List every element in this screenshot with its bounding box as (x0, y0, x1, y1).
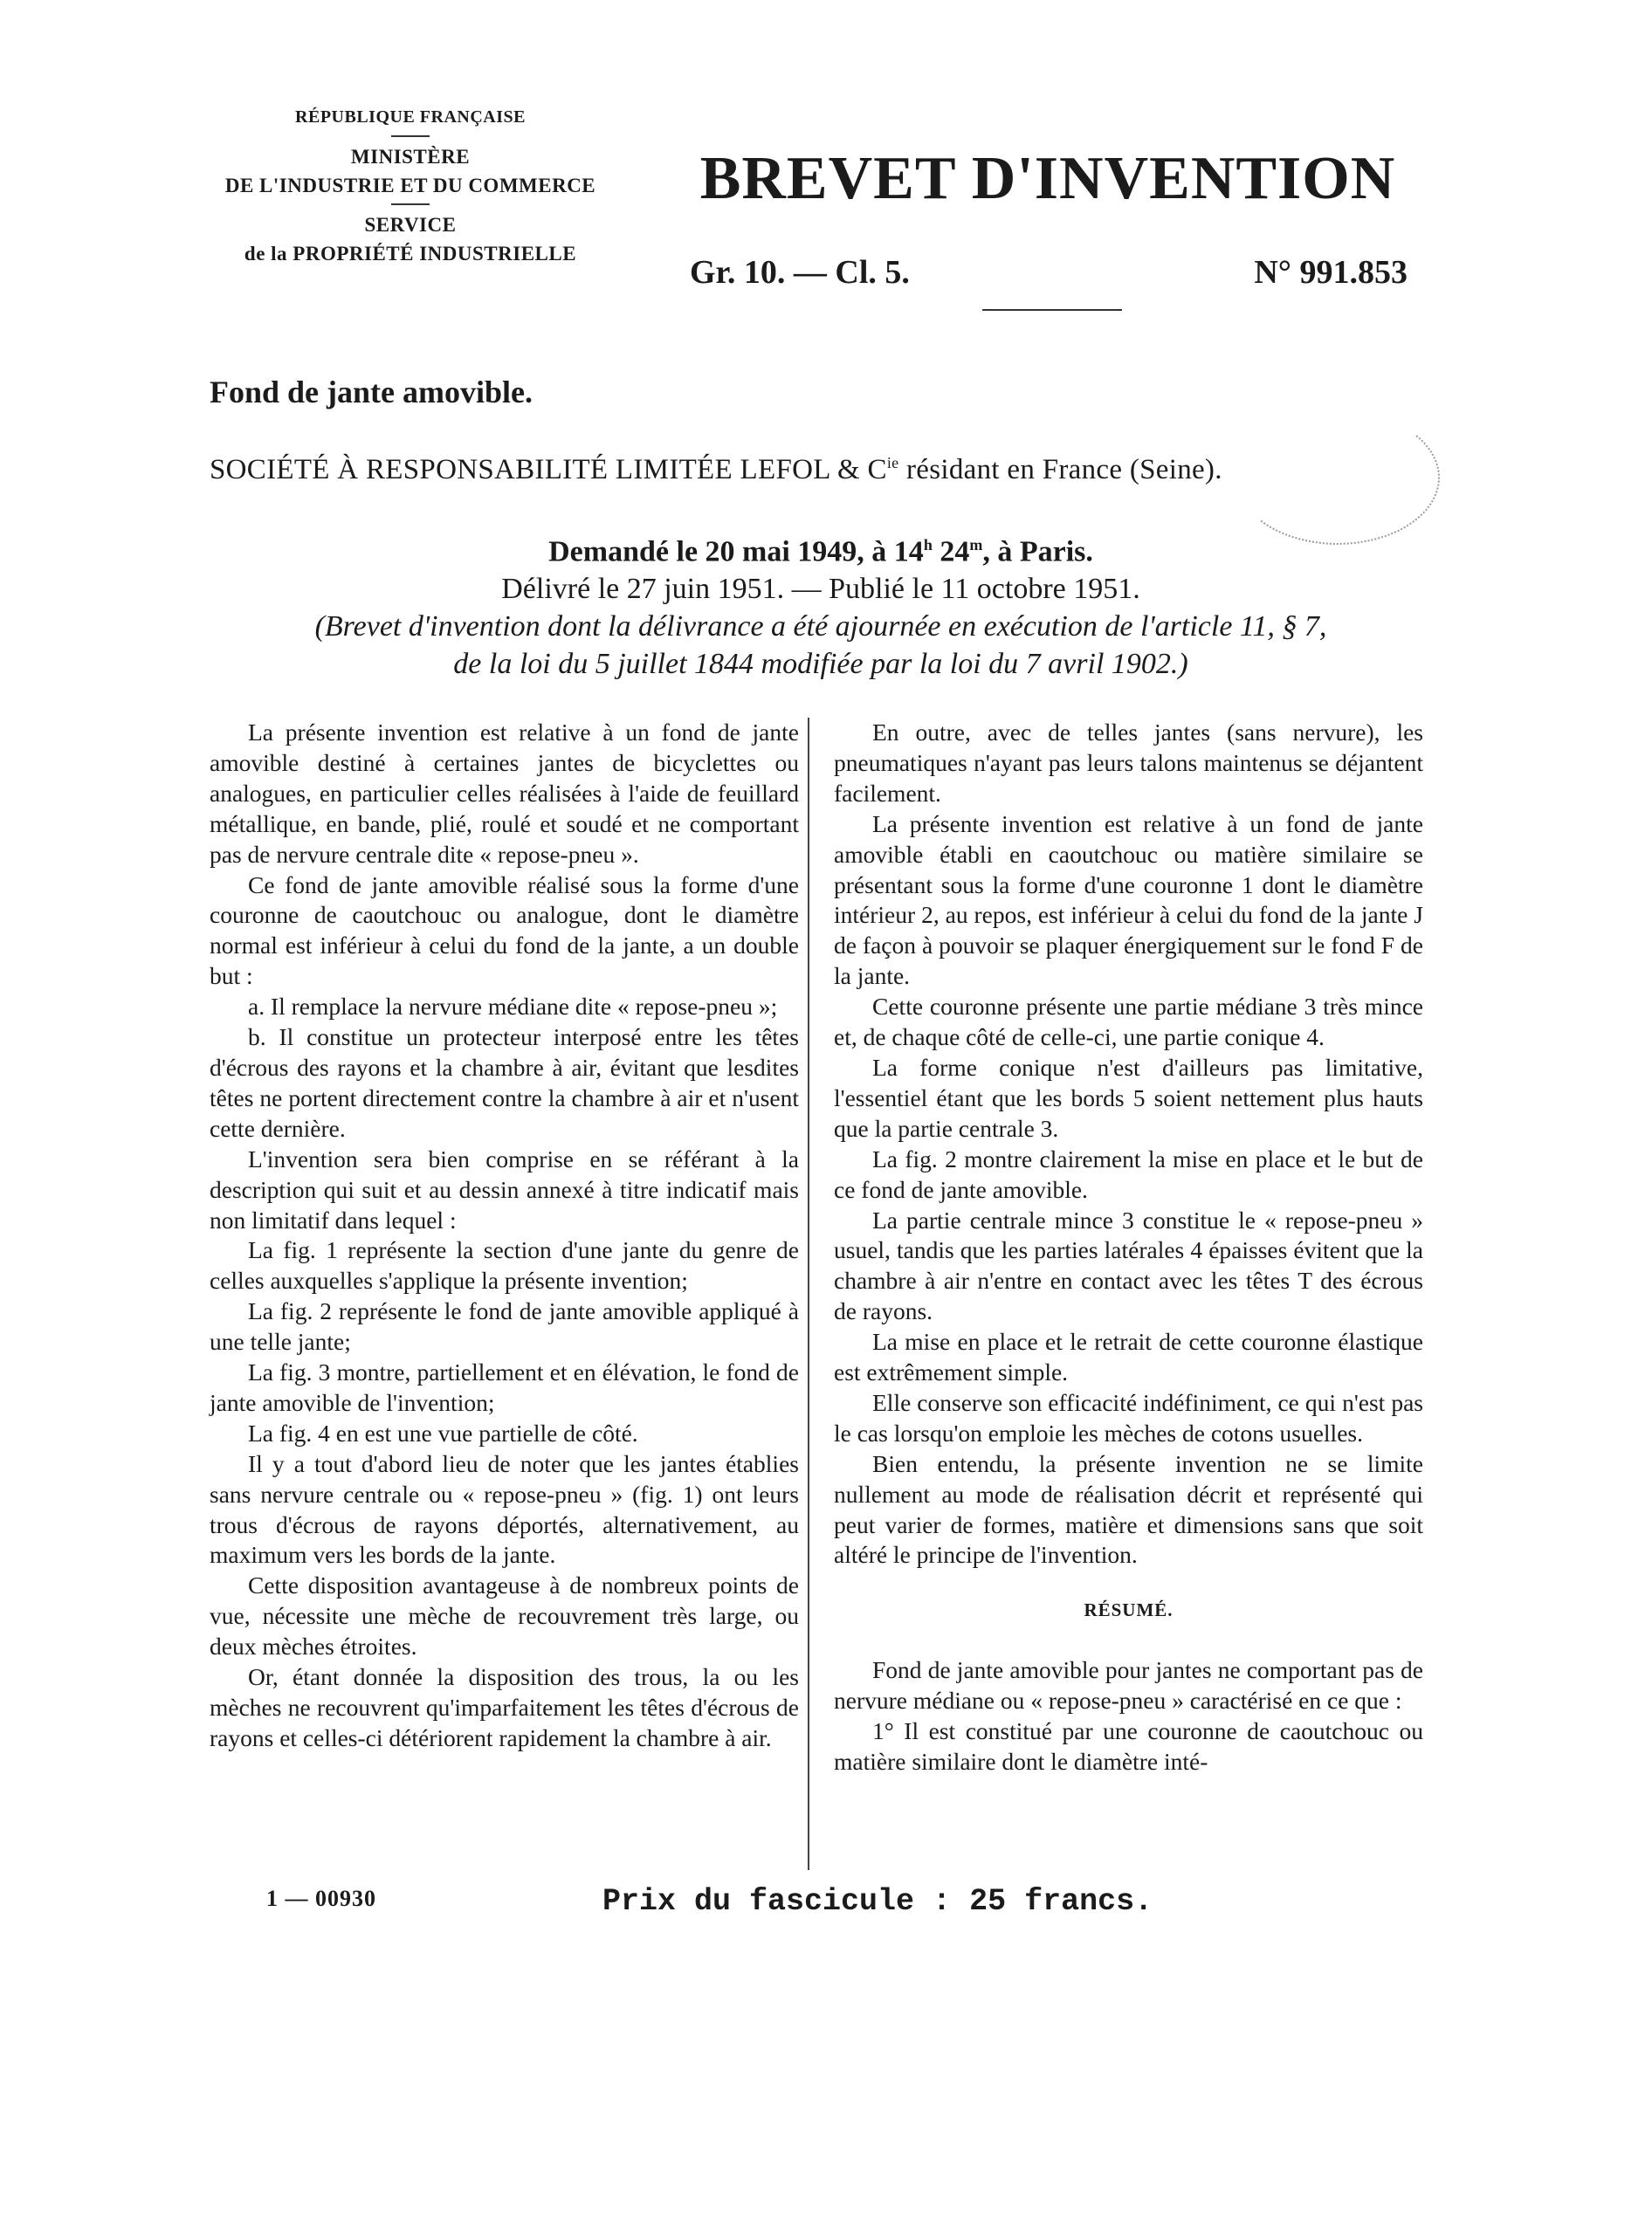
resume-paragraph: 1° Il est constitué par une couronne de caoutchouc ou matière similaire dont le diamètre inté- (834, 1717, 1423, 1775)
applicant-suffix: ie (886, 454, 899, 471)
group-class: Gr. 10. — Cl. 5. (690, 254, 910, 291)
applicant-residence: résidant en France (Seine). (898, 454, 1222, 485)
paragraph: Bien entendu, la présente invention ne se limite nullement au mode de réalisation décrit et représenté qui peut varier de formes, matière et dimensions sans que soit altéré le principe de l'invention. (834, 1449, 1423, 1569)
divider-rule (391, 135, 430, 137)
paragraph: La forme conique n'est d'ailleurs pas limitative, l'essentiel étant que les bords 5 soient nettement plus hauts que la partie centrale 3. (834, 1053, 1423, 1142)
hour-sup: h (923, 536, 933, 554)
paragraph: La présente invention est relative à un fond de jante amovible destiné à certaines jantes de bicyclettes ou analogues, en particulier celles réalisées à l'aide de feuillard métallique, en bande, plié, roulé et soudé et ne comportant pas de nervure centrale dite « repose-pneu ». (210, 719, 799, 868)
right-column (834, 718, 1423, 1778)
paragraph: Ce fond de jante amovible réalisé sous la forme d'une couronne de caoutchouc ou analogue, dont le diamètre normal est inférieur à celui du fond de la jante, a un double but : (210, 870, 799, 990)
paragraph: En outre, avec de telles jantes (sans nervure), les pneumatiques n'ayant pas leurs talons maintenus se déjantent facilement. (834, 719, 1423, 807)
issuing-authority (175, 103, 646, 268)
paragraph: L'invention sera bien comprise en se référant à la description qui suit et au dessin annexé à titre indicatif mais non limitatif dans lequel : (210, 1145, 799, 1234)
filing-place: , à Paris. (982, 535, 1093, 568)
ministry-line-1: MINISTÈRE (350, 146, 471, 168)
paragraph: La fig. 3 montre, partiellement et en élévation, le fond de jante amovible de l'invention; (210, 1358, 799, 1416)
filing-minutes: 24 (932, 535, 970, 568)
divider-rule (391, 203, 430, 205)
paragraph: a. Il remplace la nervure médiane dite « repose-pneu »; (248, 993, 778, 1021)
print-code: 1 — 00930 (266, 1886, 376, 1911)
issue-publish-dates: Délivré le 27 juin 1951. — Publié le 11 octobre 1951. (501, 573, 1140, 606)
paragraph: La présente invention est relative à un fond de jante amovible établi en caoutchouc ou matière similaire se présentant sous la forme d'une couronne 1 dont le diamètre intérieur 2, au repos, est inférieur à celui du fond de la jante J de façon à pouvoir se plaquer énergiquement sur le fond F de la jante. (834, 809, 1423, 990)
title-rule (982, 309, 1122, 311)
paragraph: Cette disposition avantageuse à de nombreux points de vue, nécessite une mèche de recouvrement très large, ou deux mèches étroites. (210, 1571, 799, 1661)
left-column (210, 718, 799, 1754)
paragraph: Elle conserve son efficacité indéfiniment, ce qui n'est pas le cas lorsqu'on emploie les mèches de cotons usuelles. (834, 1388, 1423, 1447)
ministry-line-2: DE L'INDUSTRIE ET DU COMMERCE (224, 175, 596, 196)
document-title: BREVET D'INVENTION (699, 145, 1396, 212)
paragraph: La fig. 2 représente le fond de jante amovible appliqué à une telle jante; (210, 1297, 799, 1356)
patent-subject: Fond de jante amovible. (210, 375, 533, 409)
deferral-note-line-2: de la loi du 5 juillet 1844 modifiée par la loi du 7 avril 1902.) (453, 648, 1188, 681)
paragraph: La fig. 2 montre clairement la mise en place et le but de ce fond de jante amovible. (834, 1145, 1423, 1203)
faded-stamp (1236, 410, 1440, 545)
service-line-2: de la PROPRIÉTÉ INDUSTRIELLE (244, 243, 577, 265)
paragraph: Cette couronne présente une partie médiane 3 très mince et, de chaque côté de celle-ci, une partie conique 4. (834, 993, 1423, 1051)
paragraph: La fig. 1 représente la section d'une jante du genre de celles auxquelles s'applique la présente invention; (210, 1236, 799, 1295)
filing-date-text: Demandé le 20 mai 1949, à 14 (548, 535, 924, 568)
service-line-1: SERVICE (364, 214, 457, 236)
paragraph: Or, étant donnée la disposition des trous, la ou les mèches ne recouvrent qu'imparfaitement les têtes d'écrous de rayons et celles-ci détériorent rapidement la chambre à air. (210, 1663, 799, 1751)
republic-label: RÉPUBLIQUE FRANÇAISE (295, 107, 526, 127)
price-line: Prix du fascicule : 25 francs. (602, 1884, 1153, 1919)
paragraph: Il y a tout d'abord lieu de noter que les jantes établies sans nervure centrale ou « repose-pneu » (fig. 1) ont leurs trous d'écrous de rayons déportés, alternativement, au maximum vers les bords de la jante. (210, 1449, 799, 1569)
paragraph: b. Il constitue un protecteur interposé entre les têtes d'écrous des rayons et la chambre à air, évitant que lesdites têtes ne portent directement contre la chambre à air et n'usent cette dernière. (210, 1023, 799, 1142)
resume-heading: RÉSUMÉ. (1084, 1599, 1174, 1621)
dates-block (218, 526, 1423, 683)
deferral-note-line-1: (Brevet d'invention dont la délivrance a été ajournée en exécution de l'article 11, § 7, (314, 610, 1327, 643)
paragraph: La fig. 4 en est une vue partielle de côté. (248, 1419, 638, 1447)
patent-number: N° 991.853 (1254, 254, 1408, 291)
minute-sup: m (969, 536, 983, 554)
resume-paragraph: Fond de jante amovible pour jantes ne comportant pas de nervure médiane ou « repose-pneu » caractérisé en ce que : (834, 1656, 1423, 1715)
applicant-name: SOCIÉTÉ À RESPONSABILITÉ LIMITÉE LEFOL & C (210, 454, 887, 485)
paragraph: La partie centrale mince 3 constitue le « repose-pneu » usuel, tandis que les parties latérales 4 épaisses évitent que la chambre à air n'entre en contact avec les têtes T des écrous de rayons. (834, 1206, 1423, 1325)
filing-date (218, 526, 1423, 570)
column-divider (808, 718, 809, 1870)
paragraph: La mise en place et le retrait de cette couronne élastique est extrêmement simple. (834, 1328, 1423, 1386)
